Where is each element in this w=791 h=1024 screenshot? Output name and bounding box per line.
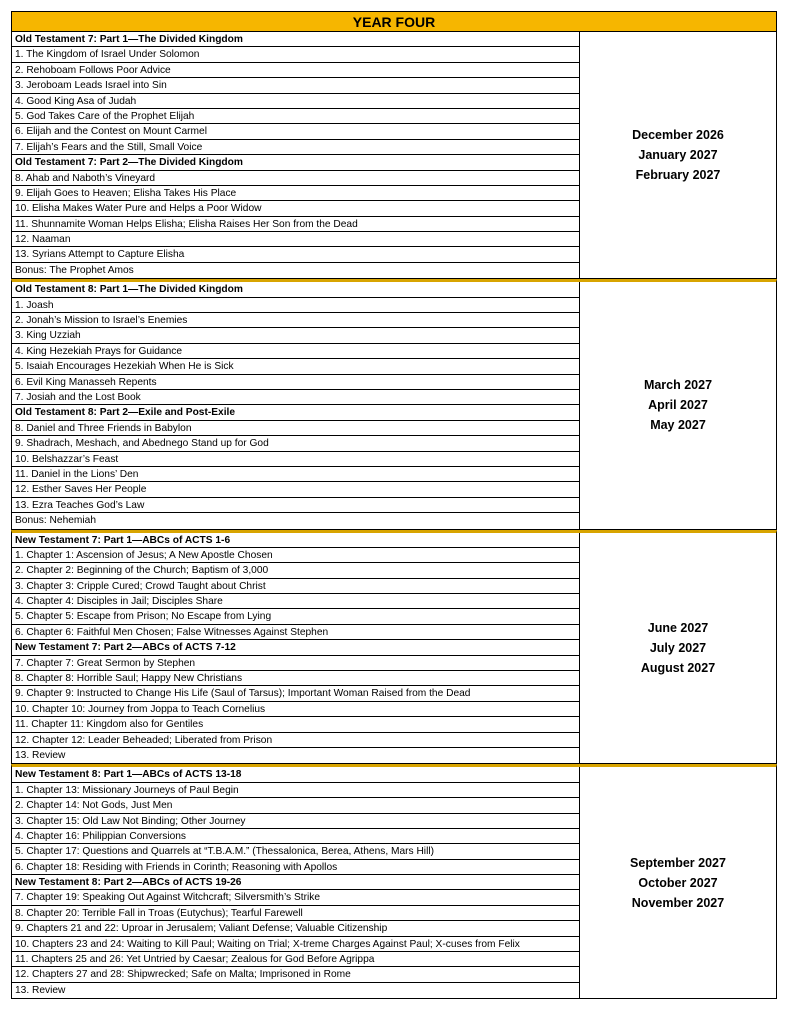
lesson-row: 4. King Hezekiah Prays for Guidance [12,344,579,359]
lesson-row: 11. Daniel in the Lions’ Den [12,467,579,482]
date-range [580,32,776,278]
lesson-row: 7. Josiah and the Lost Book [12,390,579,405]
month-label: March 2027 [643,378,713,393]
lesson-list [12,533,580,764]
lesson-row: 3. Chapter 3: Cripple Cured; Crowd Taught about Christ [12,579,579,594]
month-label: August 2027 [640,660,716,675]
lesson-row: 6. Elijah and the Contest on Mount Carmel [12,124,579,139]
lesson-row: 3. Jeroboam Leads Israel into Sin [12,78,579,93]
lesson-row: 10. Chapter 10: Journey from Joppa to Teach Cornelius [12,702,579,717]
lesson-row: 9. Chapter 9: Instructed to Change His Life (Saul of Tarsus); Important Woman Raised from the Dead [12,686,579,701]
lesson-row: 4. Good King Asa of Judah [12,94,579,109]
lesson-row: 1. Joash [12,298,579,313]
lesson-row: 8. Chapter 20: Terrible Fall in Troas (Eutychus); Tearful Farewell [12,906,579,921]
month-label: April 2027 [648,398,708,413]
lesson-row: 4. Chapter 4: Disciples in Jail; Disciples Share [12,594,579,609]
lesson-row: 8. Chapter 8: Horrible Saul; Happy New Christians [12,671,579,686]
lesson-row: 7. Chapter 7: Great Sermon by Stephen [12,656,579,671]
lesson-row: 4. Chapter 16: Philippian Conversions [12,829,579,844]
lesson-row: 8. Daniel and Three Friends in Babylon [12,421,579,436]
lesson-row: 9. Elijah Goes to Heaven; Elisha Takes His Place [12,186,579,201]
lesson-row: 2. Chapter 2: Beginning of the Church; Baptism of 3,000 [12,563,579,578]
date-range [580,282,776,528]
section-header: New Testament 8: Part 2—ABCs of ACTS 19-26 [12,875,579,890]
schedule-block [11,279,777,529]
lesson-row: 5. God Takes Care of the Prophet Elijah [12,109,579,124]
lesson-list [12,767,580,998]
schedule-page [11,11,777,999]
section-header: New Testament 7: Part 1—ABCs of ACTS 1-6 [12,533,579,548]
month-label: October 2027 [638,875,718,890]
month-label: June 2027 [647,620,709,635]
lesson-row: 2. Chapter 14: Not Gods, Just Men [12,798,579,813]
lesson-row: 13. Review [15,749,66,761]
schedule-block [11,530,777,765]
lesson-row: 5. Chapter 5: Escape from Prison; No Escape from Lying [12,609,579,624]
lesson-list [12,32,580,278]
lesson-row: 1. The Kingdom of Israel Under Solomon [12,47,579,62]
section-header: New Testament 8: Part 1—ABCs of ACTS 13-18 [12,767,579,782]
date-range [580,767,776,998]
lesson-row: 11. Shunnamite Woman Helps Elisha; Elisha Raises Her Son from the Dead [12,217,579,232]
month-label: May 2027 [650,418,706,433]
lesson-row: 5. Chapter 17: Questions and Quarrels at “T.B.A.M.” (Thessalonica, Berea, Athens, Mars Hill) [12,844,579,859]
section-header: Old Testament 8: Part 2—Exile and Post-Exile [12,405,579,420]
lesson-row: 2. Jonah’s Mission to Israel’s Enemies [12,313,579,328]
schedule-block [11,764,777,999]
lesson-row: 12. Chapters 27 and 28: Shipwrecked; Safe on Malta; Imprisoned in Rome [12,967,579,982]
lesson-row: Bonus: The Prophet Amos [15,264,134,276]
lesson-row: 3. King Uzziah [12,328,579,343]
section-header: New Testament 7: Part 2—ABCs of ACTS 7-12 [12,640,579,655]
lesson-row: 9. Shadrach, Meshach, and Abednego Stand up for God [12,436,579,451]
section-header: Old Testament 7: Part 1—The Divided Kingdom [12,32,579,47]
lesson-row: 5. Isaiah Encourages Hezekiah When He is Sick [12,359,579,374]
lesson-row: 2. Rehoboam Follows Poor Advice [12,63,579,78]
lesson-row: 10. Elisha Makes Water Pure and Helps a Poor Widow [12,201,579,216]
month-label: February 2027 [635,168,721,183]
lesson-row: 1. Chapter 13: Missionary Journeys of Paul Begin [12,783,579,798]
lesson-row: 13. Ezra Teaches God’s Law [12,498,579,513]
section-header: Old Testament 8: Part 1—The Divided Kingdom [12,282,579,297]
date-range [580,533,776,764]
lesson-row: Bonus: Nehemiah [15,515,96,527]
month-label: January 2027 [638,148,718,163]
lesson-row: 12. Naaman [12,232,579,247]
lesson-row: 11. Chapters 25 and 26: Yet Untried by Caesar; Zealous for God Before Agrippa [12,952,579,967]
lesson-row: 7. Elijah’s Fears and the Still, Small Voice [12,140,579,155]
lesson-row: 1. Chapter 1: Ascension of Jesus; A New Apostle Chosen [12,548,579,563]
lesson-row: 10. Belshazzar’s Feast [12,452,579,467]
lesson-row: 7. Chapter 19: Speaking Out Against Witchcraft; Silversmith’s Strike [12,890,579,905]
lesson-row: 12. Esther Saves Her People [12,482,579,497]
month-label: December 2026 [632,128,724,143]
page-title: YEAR FOUR [11,11,777,32]
lesson-row: 6. Chapter 18: Residing with Friends in Corinth; Reasoning with Apollos [12,860,579,875]
lesson-row: 3. Chapter 15: Old Law Not Binding; Other Journey [12,814,579,829]
lesson-list [12,282,580,528]
month-label: July 2027 [649,640,707,655]
lesson-row: 10. Chapters 23 and 24: Waiting to Kill Paul; Waiting on Trial; X-treme Charges Against Paul; X-cuses from Felix [12,937,579,952]
month-label: September 2027 [630,855,726,870]
schedule-table [11,32,777,999]
lesson-row: 13. Syrians Attempt to Capture Elisha [12,247,579,262]
lesson-row: 12. Chapter 12: Leader Beheaded; Liberated from Prison [12,733,579,748]
lesson-row: 9. Chapters 21 and 22: Uproar in Jerusalem; Valiant Defense; Valuable Citizenship [12,921,579,936]
lesson-row: 8. Ahab and Naboth’s Vineyard [12,171,579,186]
lesson-row: 11. Chapter 11: Kingdom also for Gentiles [12,717,579,732]
month-label: November 2027 [631,895,725,910]
lesson-row: 6. Evil King Manasseh Repents [12,375,579,390]
section-header: Old Testament 7: Part 2—The Divided Kingdom [12,155,579,170]
lesson-row: 6. Chapter 6: Faithful Men Chosen; False Witnesses Against Stephen [12,625,579,640]
lesson-row: 13. Review [15,984,66,996]
schedule-block [11,32,777,279]
